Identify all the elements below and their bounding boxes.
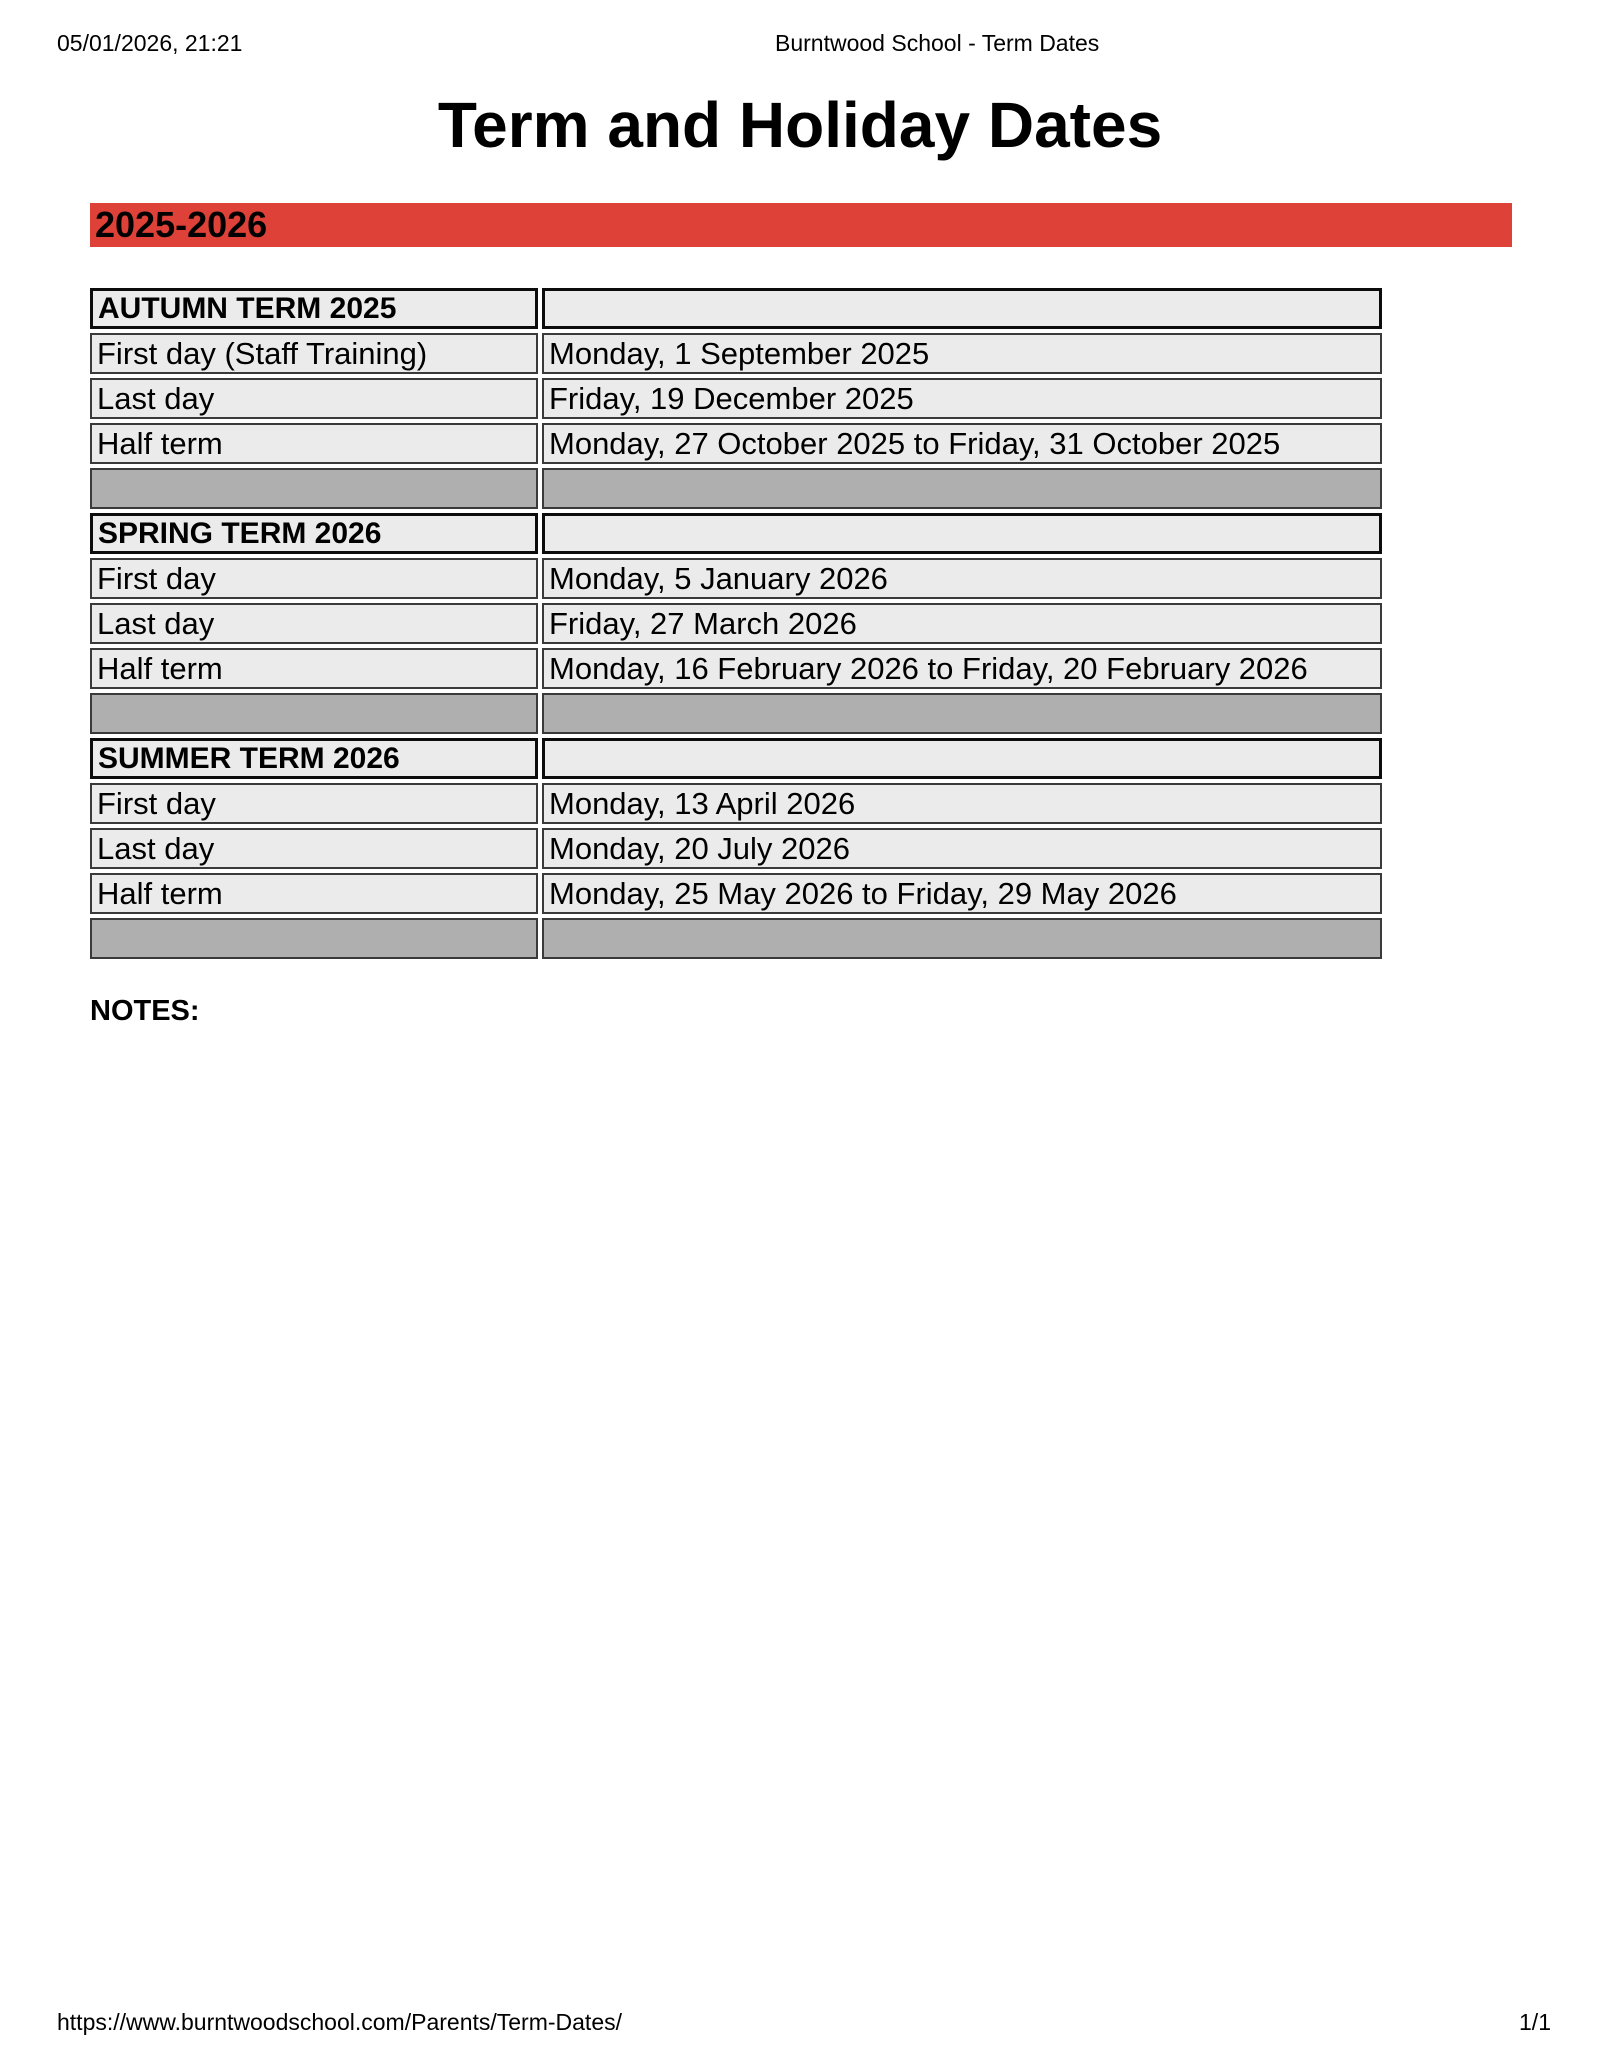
separator-cell xyxy=(542,468,1382,509)
table-row xyxy=(90,333,1382,374)
row-value-cell: Monday, 25 May 2026 to Friday, 29 May 2026 xyxy=(542,873,1382,914)
section-title-spacer-cell xyxy=(542,738,1382,779)
row-label-cell: Half term xyxy=(90,648,538,689)
row-value-cell: Friday, 19 December 2025 xyxy=(542,378,1382,419)
table-row xyxy=(90,828,1382,869)
section-title-cell: SPRING TERM 2026 xyxy=(90,513,538,554)
row-label-cell: Half term xyxy=(90,423,538,464)
section-title-spacer-cell xyxy=(542,513,1382,554)
table-row xyxy=(90,648,1382,689)
section-title-cell: SUMMER TERM 2026 xyxy=(90,738,538,779)
separator-cell xyxy=(90,693,538,734)
table-row xyxy=(90,558,1382,599)
section-title-cell: AUTUMN TERM 2025 xyxy=(90,288,538,329)
separator-row xyxy=(90,918,1382,959)
row-value-cell: Monday, 16 February 2026 to Friday, 20 February 2026 xyxy=(542,648,1382,689)
year-banner-label: 2025-2026 xyxy=(95,204,268,245)
section-header-row xyxy=(90,288,1382,329)
separator-cell xyxy=(90,468,538,509)
notes-heading: NOTES: xyxy=(90,995,200,1027)
table-row xyxy=(90,873,1382,914)
row-value-cell: Monday, 5 January 2026 xyxy=(542,558,1382,599)
table-row xyxy=(90,603,1382,644)
row-label-cell: First day xyxy=(90,558,538,599)
row-value-cell: Monday, 13 April 2026 xyxy=(542,783,1382,824)
row-value-cell: Monday, 27 October 2025 to Friday, 31 October 2025 xyxy=(542,423,1382,464)
row-value-cell: Friday, 27 March 2026 xyxy=(542,603,1382,644)
row-label-cell: First day xyxy=(90,783,538,824)
year-banner xyxy=(90,203,1512,247)
row-label-cell: First day (Staff Training) xyxy=(90,333,538,374)
separator-cell xyxy=(542,918,1382,959)
row-label-cell: Last day xyxy=(90,378,538,419)
row-value-cell: Monday, 20 July 2026 xyxy=(542,828,1382,869)
table-row xyxy=(90,783,1382,824)
page-title: Term and Holiday Dates xyxy=(437,89,1163,161)
table-row xyxy=(90,378,1382,419)
section-header-row xyxy=(90,738,1382,779)
separator-cell xyxy=(90,918,538,959)
section-header-row xyxy=(90,513,1382,554)
separator-row xyxy=(90,693,1382,734)
print-footer-url: https://www.burntwoodschool.com/Parents/Term-Dates/ xyxy=(57,2009,623,2035)
term-dates-table xyxy=(86,284,1386,963)
separator-cell xyxy=(542,693,1382,734)
section-title-spacer-cell xyxy=(542,288,1382,329)
table-row xyxy=(90,423,1382,464)
print-footer-page-number: 1/1 xyxy=(1519,2009,1551,2035)
separator-row xyxy=(90,468,1382,509)
row-label-cell: Last day xyxy=(90,828,538,869)
row-value-cell: Monday, 1 September 2025 xyxy=(542,333,1382,374)
print-header-document-title: Burntwood School - Term Dates xyxy=(775,30,1100,56)
row-label-cell: Half term xyxy=(90,873,538,914)
print-header-datetime: 05/01/2026, 21:21 xyxy=(57,30,243,56)
row-label-cell: Last day xyxy=(90,603,538,644)
